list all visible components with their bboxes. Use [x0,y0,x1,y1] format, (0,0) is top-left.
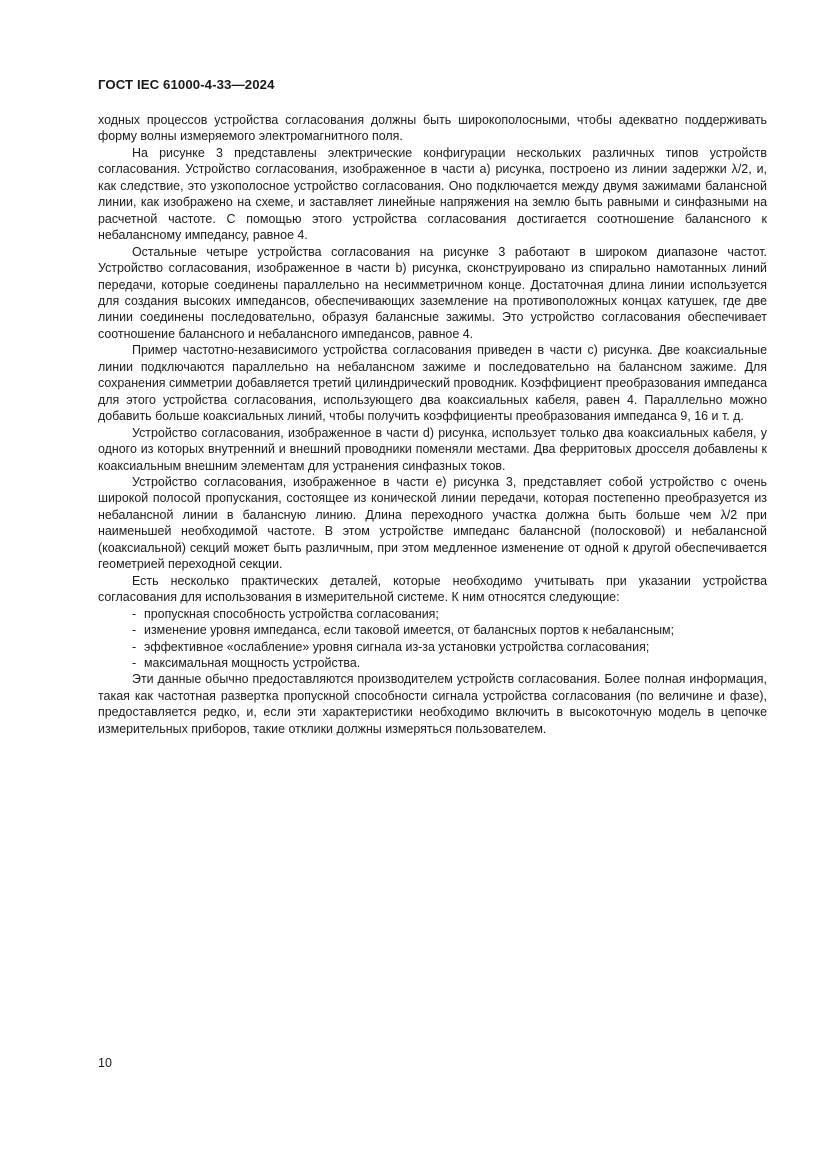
list-item-text: максимальная мощность устройства. [144,655,361,670]
list-item [98,622,767,638]
list-item [98,655,767,671]
paragraph-part-d: Устройство согласования, изображенное в части d) рисунка, использует только два коаксиальных кабеля, у одного из которых внутренний и внешний проводники поменяли местами. Два ферритовых дросселя добавлены к коаксиальным внешним элементам для устранения синфазных токов. [98,425,767,473]
list-marker: - [132,606,137,621]
paragraph-part-e: Устройство согласования, изображенное в части e) рисунка 3, представляет собой устройство с очень широкой полосой пропускания, состоящее из конической линии передачи, которая постепенно преобразуется из небалансной линии в балансную линию. Длина переходного участка должна быть больше чем λ/2 при наименьшей необходимой частоте. В этом устройстве импеданс балансной (полосковой) и небалансной (коаксиальной) секций может быть различным, при этом медленное изменение от одной к другой обеспечивается геометрией переходной секции. [98,474,767,572]
list-marker: - [132,639,137,654]
list-item-text: пропускная способность устройства согласования; [144,606,439,621]
document-body [98,112,767,737]
list-marker: - [132,655,137,670]
list-item [98,606,767,622]
paragraph-figure-3-overview: На рисунке 3 представлены электрические конфигурации нескольких различных типов устройств согласования. Устройство согласования, изображенное в части a) рисунка, построено из линии задержки λ/2, и, как следствие, это узкополосное устройство согласования. Оно подключается между двумя зажимами балансной линии, как изображено на схеме, и заставляет линейные напряжения на землю быть равными и синфазными на расчетной частоте. С помощью этого устройства согласования достигается соотношение балансного к небалансному импедансу, равное 4. [98,145,767,243]
paragraph-closing: Эти данные обычно предоставляются производителем устройств согласования. Более полная информация, такая как частотная развертка пропускной способности сигнала устройства согласования (по величине и фазе), предоставляется редко, и, если эти характеристики необходимо включить в высокоточную модель в цепочке измерительных приборов, такие отклики должны измеряться пользователем. [98,672,767,736]
paragraph-wideband-devices: Остальные четыре устройства согласования на рисунке 3 работают в широком диапазоне частот. Устройство согласования, изображенное в части b) рисунка, сконструировано из спирально намотанных линий передачи, которые соединены параллельно на несимметричном конце. Достаточная длина линии используется для создания высоких импедансов, обеспечивающих заземление на противоположных концах катушек, где две линии соединены последовательно, образуя балансные зажимы. Это устройство согласования обеспечивает соотношение балансного и небалансного импедансов, равное 4. [98,244,767,341]
document-header: ГОСТ IEC 61000-4-33—2024 [98,77,275,92]
list-item-text: изменение уровня импеданса, если таковой имеется, от балансных портов к небалансным; [144,623,675,638]
paragraph-continuation: ходных процессов устройства согласования должны быть широкополосными, чтобы адекватно поддерживать форму волны измеряемого электромагнитного поля. [98,113,767,144]
page-number: 10 [98,1056,112,1070]
list-marker: - [132,623,137,638]
paragraph-practical-details: Есть несколько практических деталей, которые необходимо учитывать при указании устройства согласования для использования в измерительной системе. К ним относятся следующие: [98,573,767,605]
list-item-text: эффективное «ослабление» уровня сигнала из-за установки устройства согласования; [144,639,650,654]
list-item [98,639,767,655]
paragraph-frequency-independent: Пример частотно-независимого устройства согласования приведен в части c) рисунка. Две коаксиальные линии подключаются параллельно на небалансном зажиме и последовательно на балансном зажиме. Для сохранения симметрии добавляется третий цилиндрический проводник. Коэффициент преобразования импеданса для этого устройства согласования, использующего два коаксиальных кабеля, равен 4. Параллельно можно добавить больше коаксиальных линий, чтобы получить коэффициенты преобразования импеданса 9, 16 и т. д. [98,343,767,424]
practical-details-list [98,606,767,672]
